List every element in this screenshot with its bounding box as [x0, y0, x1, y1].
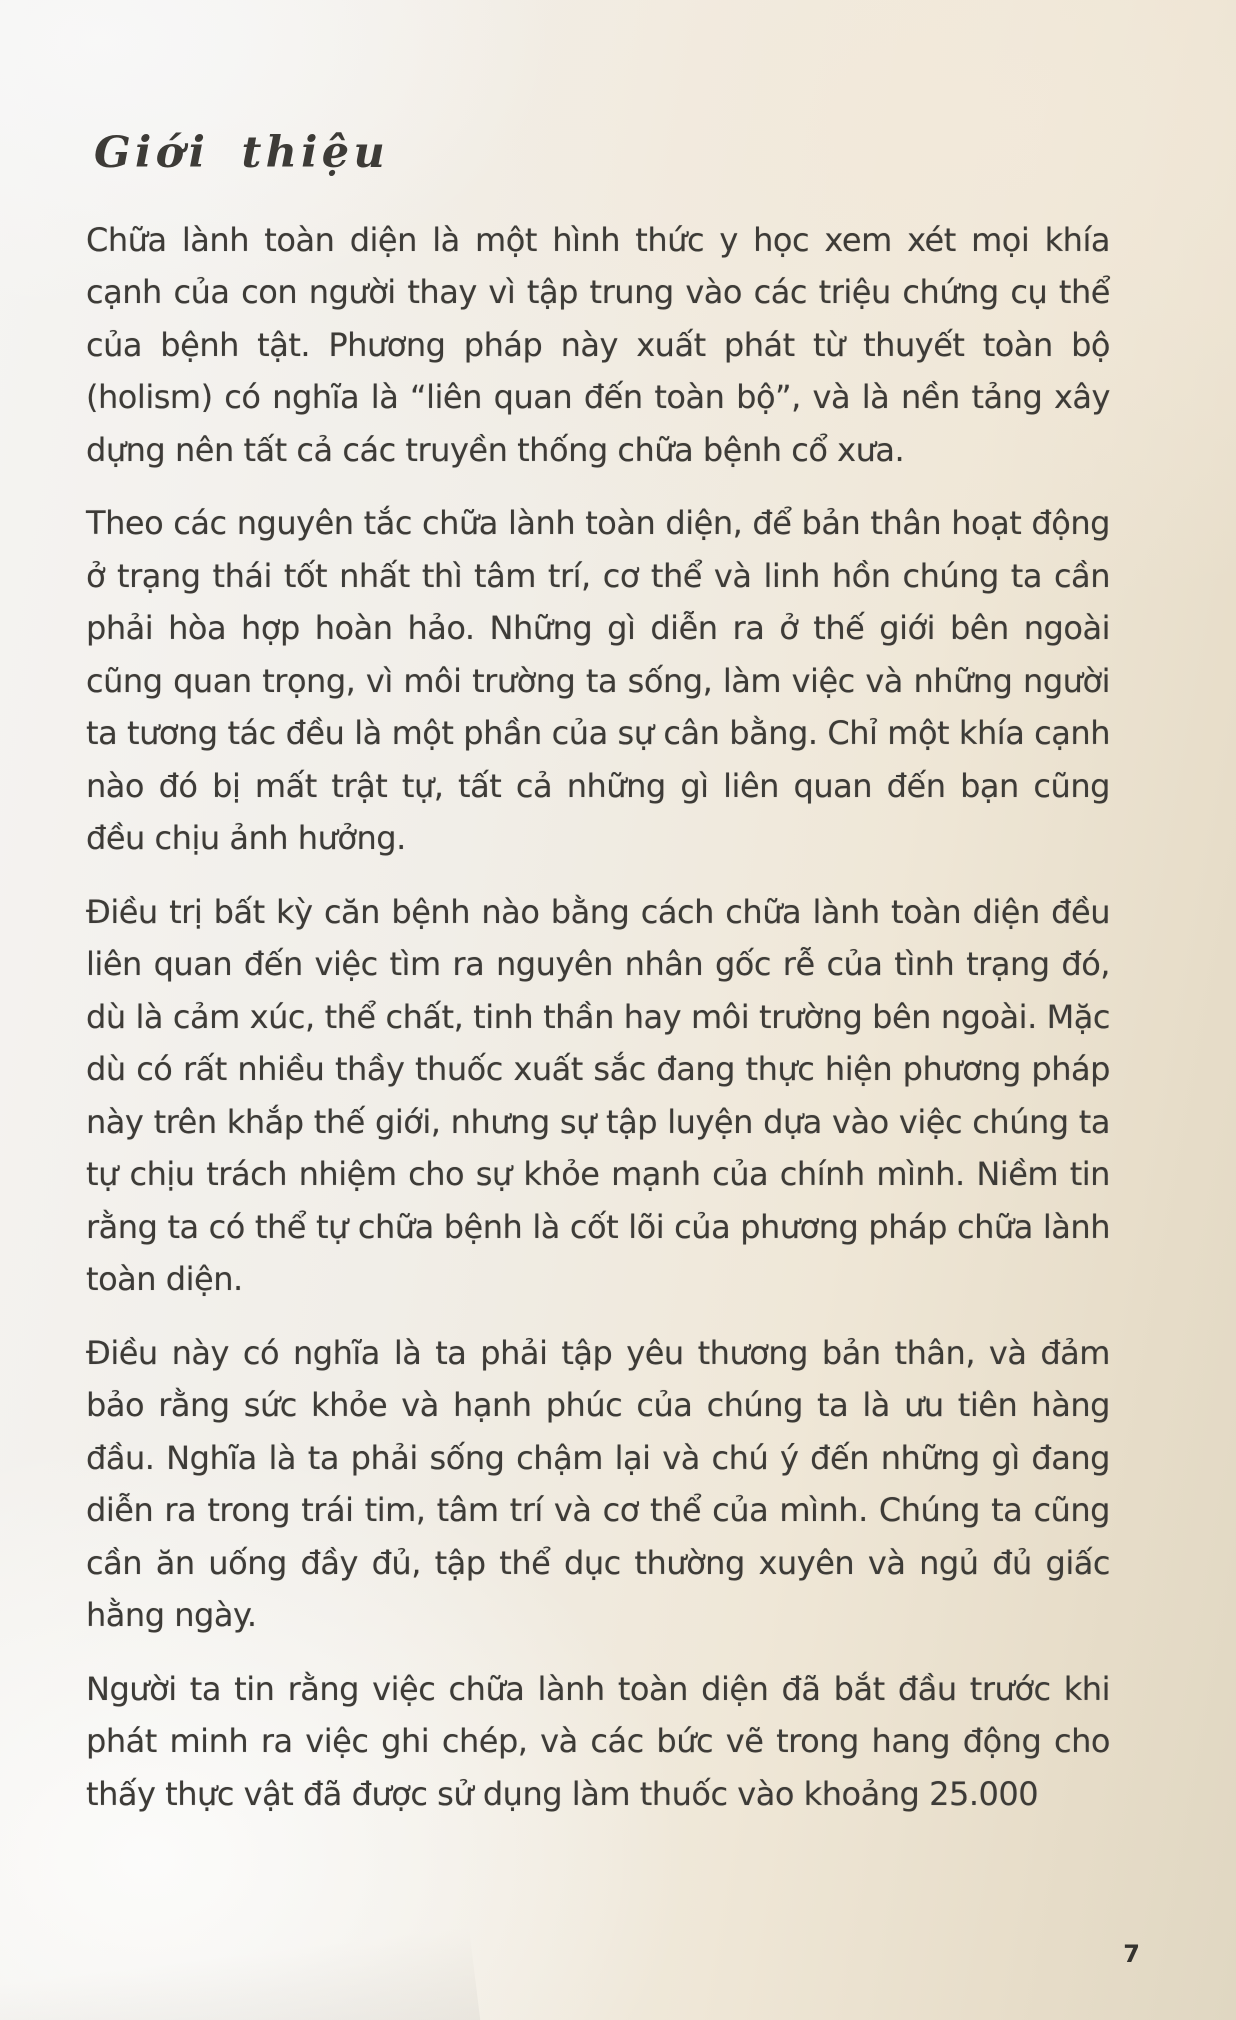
- paragraph: Người ta tin rằng việc chữa lành toàn diện đã bắt đầu trước khi phát minh ra việc ghi chép, và các bức vẽ trong hang động cho thấy thực vật đã được sử dụng làm thuốc vào khoảng 25.000: [86, 1669, 1110, 1813]
- body-text: [86, 214, 1110, 1821]
- paragraph: Điều trị bất kỳ căn bệnh nào bằng cách chữa lành toàn diện đều liên quan đến việc tìm ra nguyên nhân gốc rễ của tình trạng đó, dù là cảm xúc, thể chất, tinh thần hay môi trường bên ngoài. Mặc dù có rất nhiều thầy thuốc xuất sắc đang thực hiện phương pháp này trên khắp thế giới, nhưng sự tập luyện dựa vào việc chúng ta tự chịu trách nhiệm cho sự khỏe mạnh của chính mình. Niềm tin rằng ta có thể tự chữa bệnh là cốt lõi của phương pháp chữa lành toàn diện.: [86, 892, 1110, 1299]
- paragraph: Chữa lành toàn diện là một hình thức y học xem xét mọi khía cạnh của con người thay vì tập trung vào các triệu chứng cụ thể của bệnh tật. Phương pháp này xuất phát từ thuyết toàn bộ (holism) có nghĩa là “liên quan đến toàn bộ”, và là nền tảng xây dựng nên tất cả các truyền thống chữa bệnh cổ xưa.: [86, 220, 1110, 469]
- section-title: Giới thiệu: [94, 128, 390, 178]
- paragraph: Theo các nguyên tắc chữa lành toàn diện, để bản thân hoạt động ở trạng thái tốt nhất thì tâm trí, cơ thể và linh hồn chúng ta cần phải hòa hợp hoàn hảo. Những gì diễn ra ở thế giới bên ngoài cũng quan trọng, vì môi trường ta sống, làm việc và những người ta tương tác đều là một phần của sự cân bằng. Chỉ một khía cạnh nào đó bị mất trật tự, tất cả những gì liên quan đến bạn cũng đều chịu ảnh hưởng.: [86, 504, 1110, 858]
- paragraph: Điều này có nghĩa là ta phải tập yêu thương bản thân, và đảm bảo rằng sức khỏe và hạnh phúc của chúng ta là ưu tiên hàng đầu. Nghĩa là ta phải sống chậm lại và chú ý đến những gì đang diễn ra trong trái tim, tâm trí và cơ thể của mình. Chúng ta cũng cần ăn uống đầy đủ, tập thể dục thường xuyên và ngủ đủ giấc hằng ngày.: [86, 1333, 1110, 1635]
- page-number: 7: [1123, 1940, 1140, 1968]
